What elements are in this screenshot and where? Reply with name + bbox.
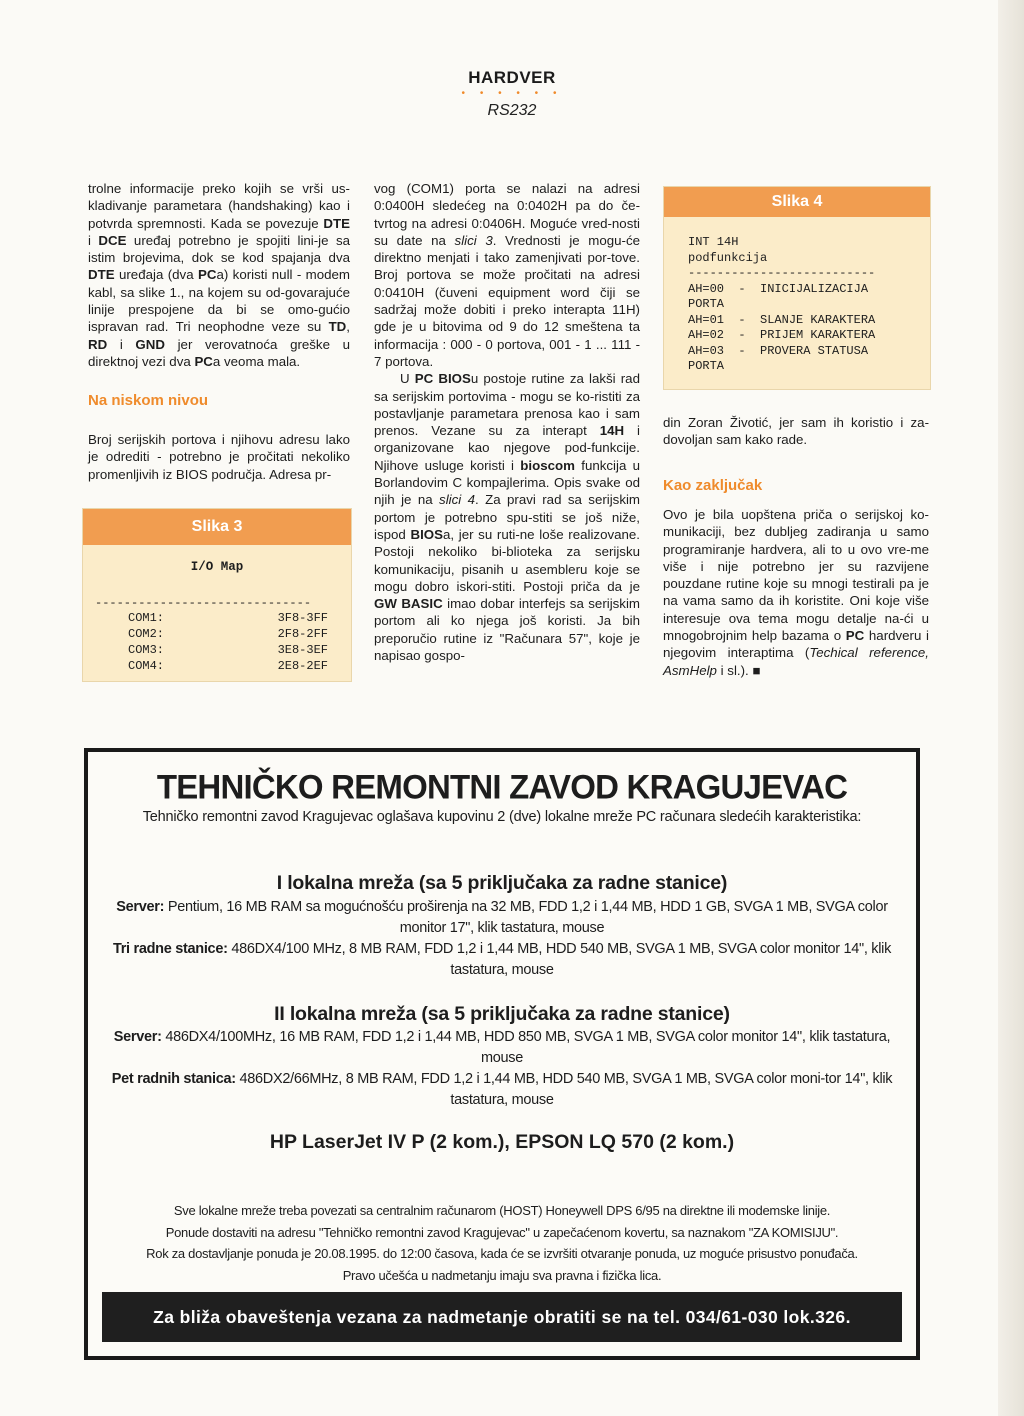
ad-title: TEHNIČKO REMONTNI ZAVOD KRAGUJEVAC — [156, 767, 848, 806]
network-2-server-label: Server: — [113, 1029, 162, 1045]
network-2-title: II lokalna mreža (sa 5 priključaka za radne stanice) — [274, 1003, 730, 1025]
ad-note: Ponude dostaviti na adresu "Tehničko remontni zavod Kragujevac" u zapečaćenom kovertu, sa naznakom "ZA KOMISIJU". — [165, 1224, 839, 1240]
network-1-server-spec: Pentium, 16 MB RAM sa mogućnošću proširenja na 32 MB, FDD 1,2 i 1,44 MB, HDD 1 GB, SVGA 1 MB, SVGA color monitor 17", klik tastatura, mouse — [167, 899, 888, 936]
io-map-row — [128, 626, 328, 642]
col1-paragraph-1: trolne informacije preko kojih se vrši us-kladivanje parametara (handshaking) kao i potvrda spremnosti. Kada se povezuje DTE i DCE uređaj potrebno je spojiti lini-je sa istim brojevima, dok se kod spajanja dva DTE uređaja (dva PCa) koristi null - modem kabl, sa slike 1., na kojem su od-govarajuće linije prespojene da bi se omo-gućio ispravan rad. Tri neophodne veze su TD, RD i GND jer verovatnoća greške u direktnoj vezi dva PCa veoma mala. — [88, 181, 351, 369]
network-1-ws-spec: 486DX4/100 MHz, 8 MB RAM, FDD 1,2 i 1,44 MB, HDD 540 MB, SVGA 1 MB, SVGA color monitor 14", klik tastatura, mouse — [231, 941, 892, 978]
subheading-niski-nivo: Na niskom nivou — [88, 392, 209, 409]
io-map-row — [128, 642, 328, 658]
network-1-title: I lokalna mreža (sa 5 priključaka za radne stanice) — [276, 872, 728, 894]
subheading-zakljucak: Kao zaključak — [663, 477, 763, 494]
network-2-ws-spec: 486DX2/66MHz, 8 MB RAM, FDD 1,2 i 1,44 MB, HDD 540 MB, SVGA 1 MB, SVGA color moni-tor 14", klik tastatura, mouse — [239, 1071, 893, 1108]
io-map-table — [128, 610, 328, 674]
io-port-name: COM1: — [128, 611, 165, 625]
advertisement-box — [84, 748, 920, 1360]
io-map-row — [128, 610, 328, 626]
printers-line: HP LaserJet IV P (2 kom.), EPSON LQ 570 (2 kom.) — [269, 1131, 735, 1153]
network-2-ws-label: Pet radnih stanica: — [111, 1071, 236, 1087]
io-map-row — [128, 658, 328, 674]
article-column-1 — [88, 180, 350, 370]
article-column-3 — [663, 414, 929, 449]
col2-paragraph-1: vog (COM1) porta se nalazi na adresi 0:0400H sledećeg na 0:0402H pa do če-tvrtog na adresi 0:0406H. Moguće vred-nosti su date na slici 3. Vrednosti je mogu-će direktno menjati i tako zamenjivati por-tove. Broj portova se može pročitati na adresi 0:0410H (čuveni equipment word čiji se sadržaj može dobiti i preko interapta 11H) gde je u bitovima od 9 do 12 smeštena ta informacija : 000 - 0 portova, 001 - 1 ... 111 - 7 portova. — [374, 181, 641, 369]
io-port-name: COM3: — [128, 643, 165, 657]
io-port-range: 2E8-2EF — [277, 659, 328, 673]
article-column-1-cont — [88, 431, 350, 483]
figure-3-label: Slika 3 — [83, 509, 351, 545]
figure-4-box — [663, 186, 931, 390]
network-2-workstations — [102, 1069, 902, 1111]
figure-4-label: Slika 4 — [664, 187, 930, 217]
ad-intro: Tehničko remontni zavod Kragujevac oglašava kupovinu 2 (dve) lokalne mreže PC računara sledećih karakteristika: — [142, 809, 862, 825]
figure-3-box — [82, 508, 352, 682]
ad-note: Rok za dostavljanje ponuda je 20.08.1995. do 12:00 časova, kada će se izvršiti otvaranje ponuda, uz moguće prisustvo ponuđača. — [146, 1246, 858, 1261]
page-header — [0, 68, 1024, 120]
section-title: HARDVER — [468, 68, 556, 87]
figure-3-title: I/O Map — [190, 560, 244, 574]
io-port-name: COM2: — [128, 627, 165, 641]
col3-paragraph-1: din Zoran Životić, jer sam ih koristio i za-dovoljan sam kako rade. — [663, 415, 929, 448]
network-1-server-label: Server: — [116, 899, 165, 915]
network-1-ws-label: Tri radne stanice: — [112, 941, 228, 957]
io-port-name: COM4: — [128, 659, 165, 673]
network-1-server — [102, 897, 902, 939]
ad-contact-footer: Za bliža obaveštenja vezana za nadmetanje obratiti se na tel. 034/61-030 lok.326. — [102, 1292, 902, 1342]
topic-title: RS232 — [487, 102, 537, 119]
figure-3-rule: ------------------------------ — [95, 596, 312, 610]
figure-4-code: INT 14H podfunkcija -------------------------- AH=00 - INICIJALIZACIJA PORTA AH=01 - SLANJE KARAKTERA AH=02 - PRIJEM KARAKTERA AH=03 - PROVERA STATUSA PORTA — [688, 235, 876, 373]
ad-notes — [88, 1200, 916, 1286]
network-2-server — [102, 1027, 902, 1069]
article-column-2 — [374, 180, 640, 664]
col2-paragraph-2: U PC BIOSu postoje rutine za lakši rad sa serijskim portovima - mogu se ko-ristiti za postavljanje parametara prenosa kao i sam prenos. Vezane su za interapt 14H i organizovane kao njegove pod-funkcije. Njihove usluge koristi i bioscom funkcija u Borlandovim C kompajlerima. Opis svake od njih je na slici 4. Za pravi rad sa serijskim portom je potrebno spu-stiti se još niže, ispod BIOSa, jer su ruti-ne loše realizovane. Postoji nekoliko bi-blioteka za serijsku komunikaciju, pisanih u asembleru koje se mogu dobro iskori-stiti. Postoji priča da je GW BASIC imao dobar interfejs sa serijskim portom ali ko njega još koristi. Ja bih preporučio rutine iz "Računara 57", koje je napisao gospo- — [374, 371, 641, 664]
page-edge — [998, 0, 1024, 1416]
header-dots: • • • • • • — [461, 88, 563, 99]
ad-note: Pravo učešća u nadmetanju imaju sva pravna i fizička lica. — [342, 1267, 662, 1283]
io-port-range: 3F8-3FF — [277, 611, 328, 625]
ad-note: Sve lokalne mreže treba povezati sa centralnim računarom (HOST) Honeywell DPS 6/95 na direktne ili modemske linije. — [173, 1203, 831, 1218]
article-column-3-cont — [663, 506, 929, 679]
network-2-server-spec: 486DX4/100MHz, 16 MB RAM, FDD 1,2 i 1,44 MB, HDD 850 MB, SVGA 1 MB, SVGA color monitor 14", klik tastatura, mouse — [165, 1029, 891, 1066]
col3-paragraph-2: Ovo je bila uopštena priča o serijskoj ko-munikaciji, bez dubljeg zadiranja u samo programiranje hardvera, ali to u ovo vre-me više i nije potrebno jer su razvijene pouzdane rutine koje su mnogi testirali pa je na vama samo da ih koristite. Oni koje više interesuje ova tema mogu detalje na-ći u mnogobrojnim help bazama o PC hardveru i njegovim interaptima (Techical reference, AsmHelp i sl.). ■ — [663, 507, 929, 678]
io-port-range: 2F8-2FF — [277, 627, 328, 641]
io-port-range: 3E8-3EF — [277, 643, 328, 657]
col1-paragraph-2: Broj serijskih portova i njihovu adresu lako je odrediti - potrebno je pročitati nekoliko promenljivih iz BIOS područja. Adresa pr- — [88, 432, 350, 482]
network-1-workstations — [102, 939, 902, 981]
